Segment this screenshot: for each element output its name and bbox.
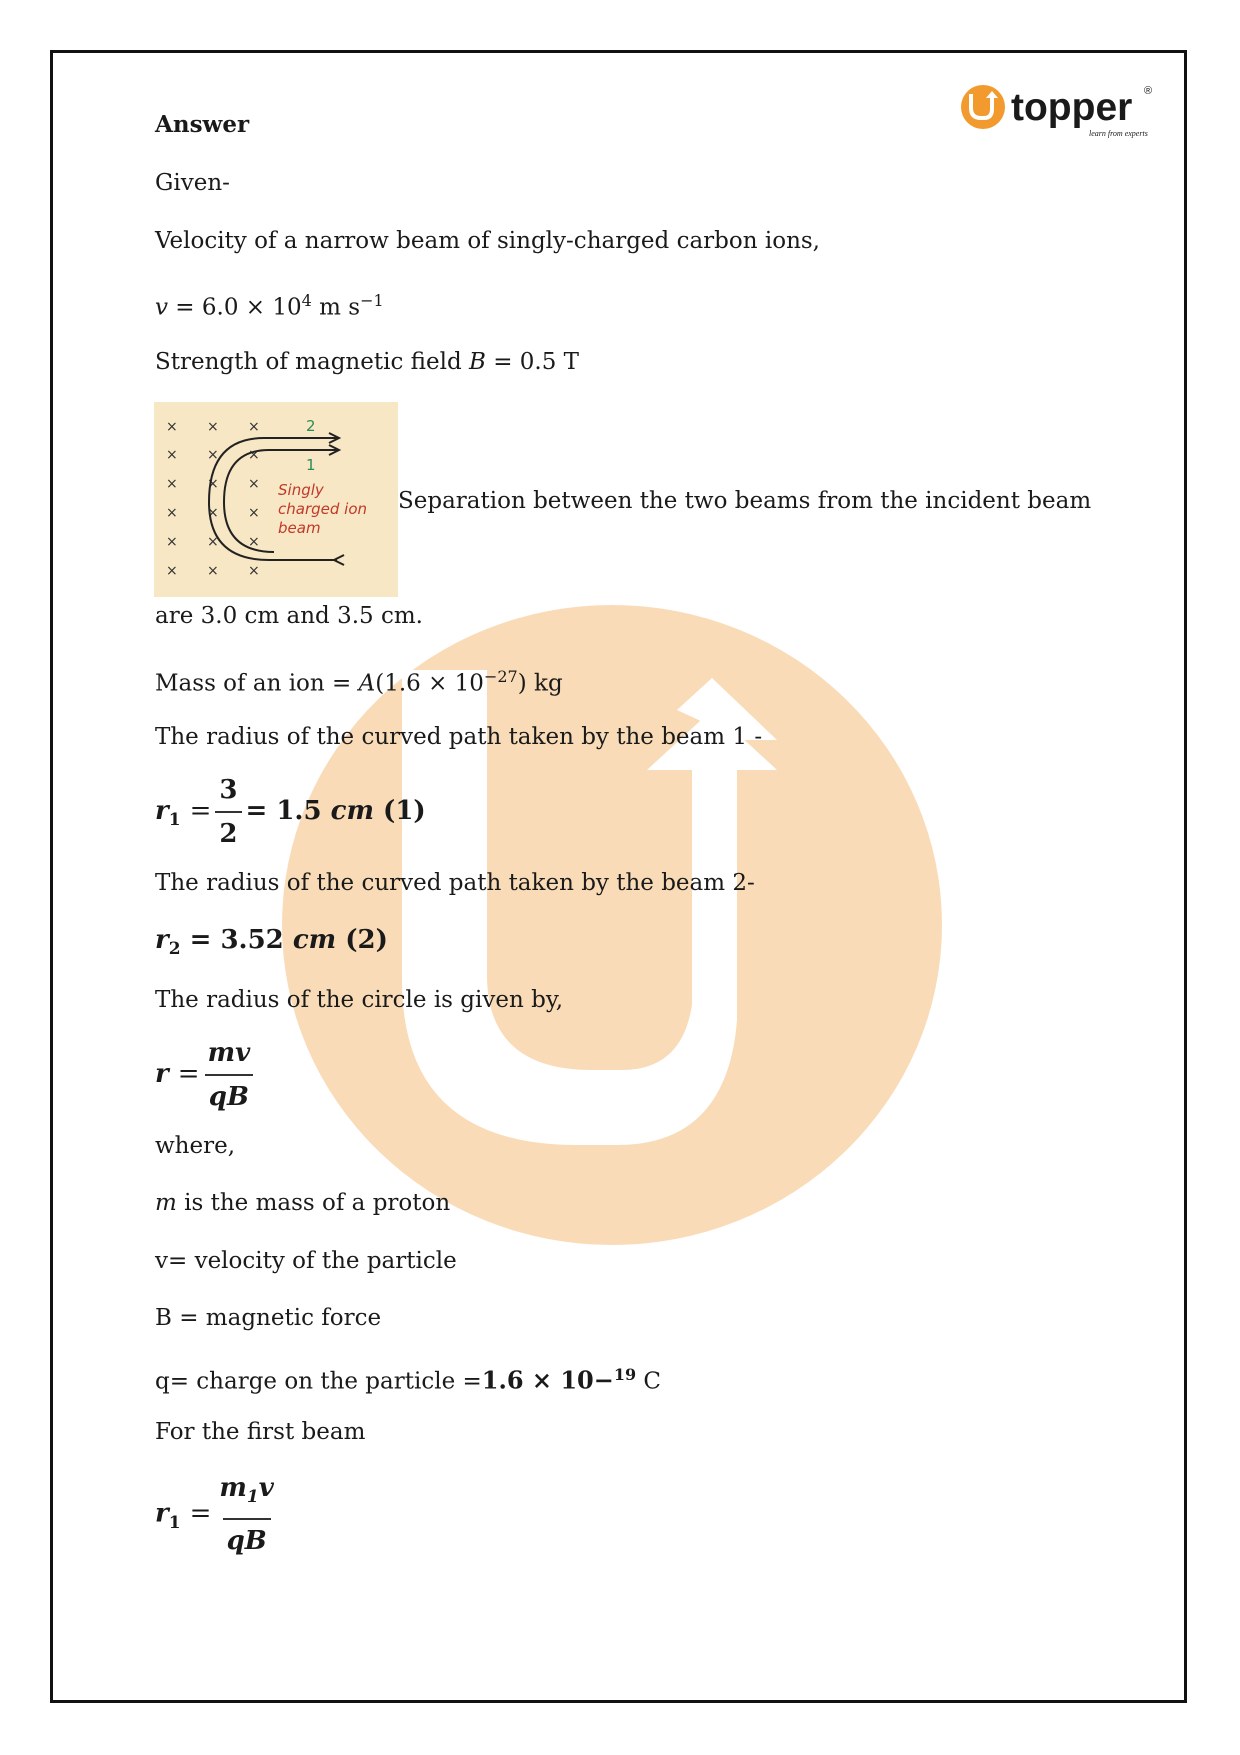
svg-text:×: × <box>207 476 219 492</box>
given-label: Given- <box>155 170 230 196</box>
field-var: B <box>468 349 486 375</box>
mass-var: A <box>358 670 376 697</box>
field-value: = 0.5 T <box>485 349 580 375</box>
svg-text:×: × <box>248 505 260 521</box>
def-q-exp: 19 <box>613 1365 637 1384</box>
r1-final-equation: $r_1$ = $\frac{m_1v}{qB}$ <box>155 1470 282 1559</box>
figure-caption-2: charged ion <box>278 500 368 518</box>
field-text: Strength of magnetic field <box>155 349 469 375</box>
velocity-unit-exp: −1 <box>360 291 384 310</box>
r2-var: r <box>155 925 169 955</box>
svg-text:×: × <box>248 563 260 579</box>
definition-B: B = magnetic force <box>155 1305 382 1331</box>
r1-den: 2 <box>215 811 241 852</box>
svg-text:×: × <box>207 534 219 550</box>
svg-text:×: × <box>166 419 178 435</box>
r1-var: r <box>155 796 169 826</box>
def-q-value: 1.6 × 10− <box>481 1365 614 1395</box>
svg-text:×: × <box>207 563 219 579</box>
where-label: where, <box>155 1133 236 1159</box>
velocity-exp: 4 <box>301 291 312 310</box>
circle-radius-intro: The radius of the circle is given by, <box>155 987 564 1013</box>
velocity-value <box>155 286 384 323</box>
r1f-num <box>215 1470 277 1518</box>
beam-1-label: 1 <box>306 456 316 474</box>
r1f-var: r <box>155 1498 169 1529</box>
r1-fraction <box>215 772 241 852</box>
topper-logo <box>961 80 1156 142</box>
mass-text: Mass of an ion = <box>155 670 359 697</box>
answer-heading: Answer <box>155 111 250 138</box>
separation-text-2: are 3.0 cm and 3.5 cm. <box>155 603 423 629</box>
def-q-text: q= charge on the particle = <box>155 1368 482 1395</box>
r-fraction <box>204 1035 255 1115</box>
mass-expr: (1.6 × 10 <box>375 670 484 697</box>
logo-wordmark: topper <box>1011 86 1133 129</box>
r2-unit: cm <box>292 925 337 955</box>
r1f-num-var: m <box>219 1473 247 1503</box>
separation-text-1: Separation between the two beams from the incident beam <box>398 488 1092 514</box>
r2-tag: (2) <box>336 925 388 955</box>
svg-text:×: × <box>166 505 178 521</box>
r1-unit: cm <box>330 796 374 826</box>
def-q-unit: C <box>636 1368 662 1395</box>
radius1-intro: The radius of the curved path taken by the beam 1 - <box>155 724 763 750</box>
radius2-intro: The radius of the curved path taken by the beam 2- <box>155 870 755 896</box>
mass-exp: −27 <box>483 667 518 686</box>
logo-tagline: learn from experts <box>1089 129 1148 138</box>
velocity-unit: m s <box>311 294 361 321</box>
first-beam-label: For the first beam <box>155 1419 366 1445</box>
definition-q <box>155 1360 661 1397</box>
r-equation: r = $\frac{mv}{qB}$ <box>155 1035 258 1115</box>
r1-result: = 1.5 <box>245 796 331 826</box>
svg-text:×: × <box>166 447 178 463</box>
figure-caption-3: beam <box>278 519 321 537</box>
svg-text:×: × <box>248 534 260 550</box>
r2-equation <box>155 922 388 967</box>
svg-text:×: × <box>166 563 178 579</box>
r1f-fraction <box>215 1470 277 1559</box>
svg-text:×: × <box>166 476 178 492</box>
r1-tag: (1) <box>373 796 426 826</box>
svg-text:×: × <box>248 476 260 492</box>
r1-sub: 1 <box>168 810 181 831</box>
figure-caption-1: Singly <box>278 481 324 499</box>
svg-text:×: × <box>207 505 219 521</box>
r1f-den: qB <box>223 1518 271 1559</box>
ion-beam-figure <box>154 402 398 597</box>
svg-text:×: × <box>166 534 178 550</box>
def-m-text: is the mass of a proton <box>176 1190 451 1216</box>
r-var: r <box>155 1059 169 1089</box>
svg-text:×: × <box>207 419 219 435</box>
mass-unit: ) kg <box>517 670 563 697</box>
r1f-sub: 1 <box>168 1512 181 1533</box>
velocity-expr: = 6.0 × 10 <box>168 294 302 321</box>
velocity-var: v <box>155 294 168 321</box>
svg-text:×: × <box>207 447 219 463</box>
mass-of-ion <box>155 662 563 699</box>
beam-2-label: 2 <box>306 417 316 435</box>
r1-num: 3 <box>219 775 238 805</box>
svg-text:×: × <box>248 419 260 435</box>
logo-registered: ® <box>1144 85 1153 97</box>
definition-m <box>155 1188 450 1218</box>
r-den: qB <box>205 1074 253 1115</box>
r1-equation: $r_1$ = $\frac{3}{2}$ = 1.5 cm (1) <box>155 772 426 852</box>
r-num: mv <box>207 1038 251 1068</box>
field-strength <box>155 347 579 377</box>
r2-sub: 2 <box>168 939 181 960</box>
r1f-num-sub: 1 <box>246 1487 259 1508</box>
definition-v: v= velocity of the particle <box>155 1248 457 1274</box>
r1f-num-tail: v <box>258 1473 274 1503</box>
velocity-intro: Velocity of a narrow beam of singly-charged carbon ions, <box>155 228 820 254</box>
svg-text:×: × <box>248 447 260 463</box>
def-m-var: m <box>155 1190 177 1216</box>
r2-result: = 3.52 <box>189 925 293 955</box>
